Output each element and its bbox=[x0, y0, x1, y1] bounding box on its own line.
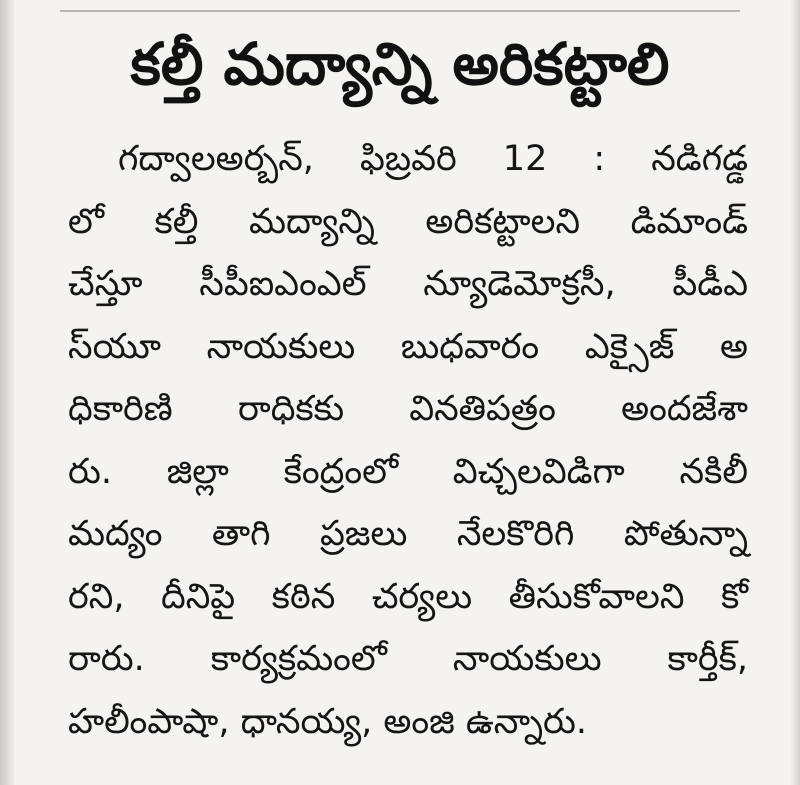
article-line-2: లో కల్తీ మద్యాన్ని అరికట్టాలని డిమాండ్ bbox=[68, 201, 748, 242]
article-line-10: హలీంపాషా, ధానయ్య, అంజి ఉన్నారు. bbox=[68, 701, 587, 742]
article-body bbox=[68, 128, 748, 753]
top-divider bbox=[60, 10, 740, 12]
article-headline: కల్తీ మద్యాన్ని అరికట్టాలి bbox=[130, 30, 670, 98]
page-right-edge bbox=[790, 0, 800, 785]
page-left-edge bbox=[0, 0, 14, 785]
article-line-5: ధికారిణి రాధికకు వినతిపత్రం అందజేశా bbox=[68, 389, 748, 429]
article-line-9: రారు. కార్యక్రమంలో నాయకులు కార్తీక్, bbox=[68, 639, 748, 679]
article-line-1: గద్వాలఅర్బన్, ఫిబ్రవరి 12 : నడిగడ్డ bbox=[118, 139, 748, 179]
article-line-7: మద్యం తాగి ప్రజలు నేలకొరిగి పోతున్నా bbox=[68, 514, 748, 554]
article-line-3: చేస్తూ సీపీఐఎంఎల్ న్యూడెమోక్రసీ, పీడీఎ bbox=[68, 264, 748, 304]
article-line-4: స్‌యూ నాయకులు బుధవారం ఎక్సైజ్ అ bbox=[68, 326, 748, 367]
article-line-6: రు. జిల్లా కేంద్రంలో విచ్చలవిడిగా నకిలీ bbox=[68, 451, 748, 492]
article-line-8: రని, దీనిపై కఠిన చర్యలు తీసుకోవాలని కో bbox=[68, 576, 748, 617]
